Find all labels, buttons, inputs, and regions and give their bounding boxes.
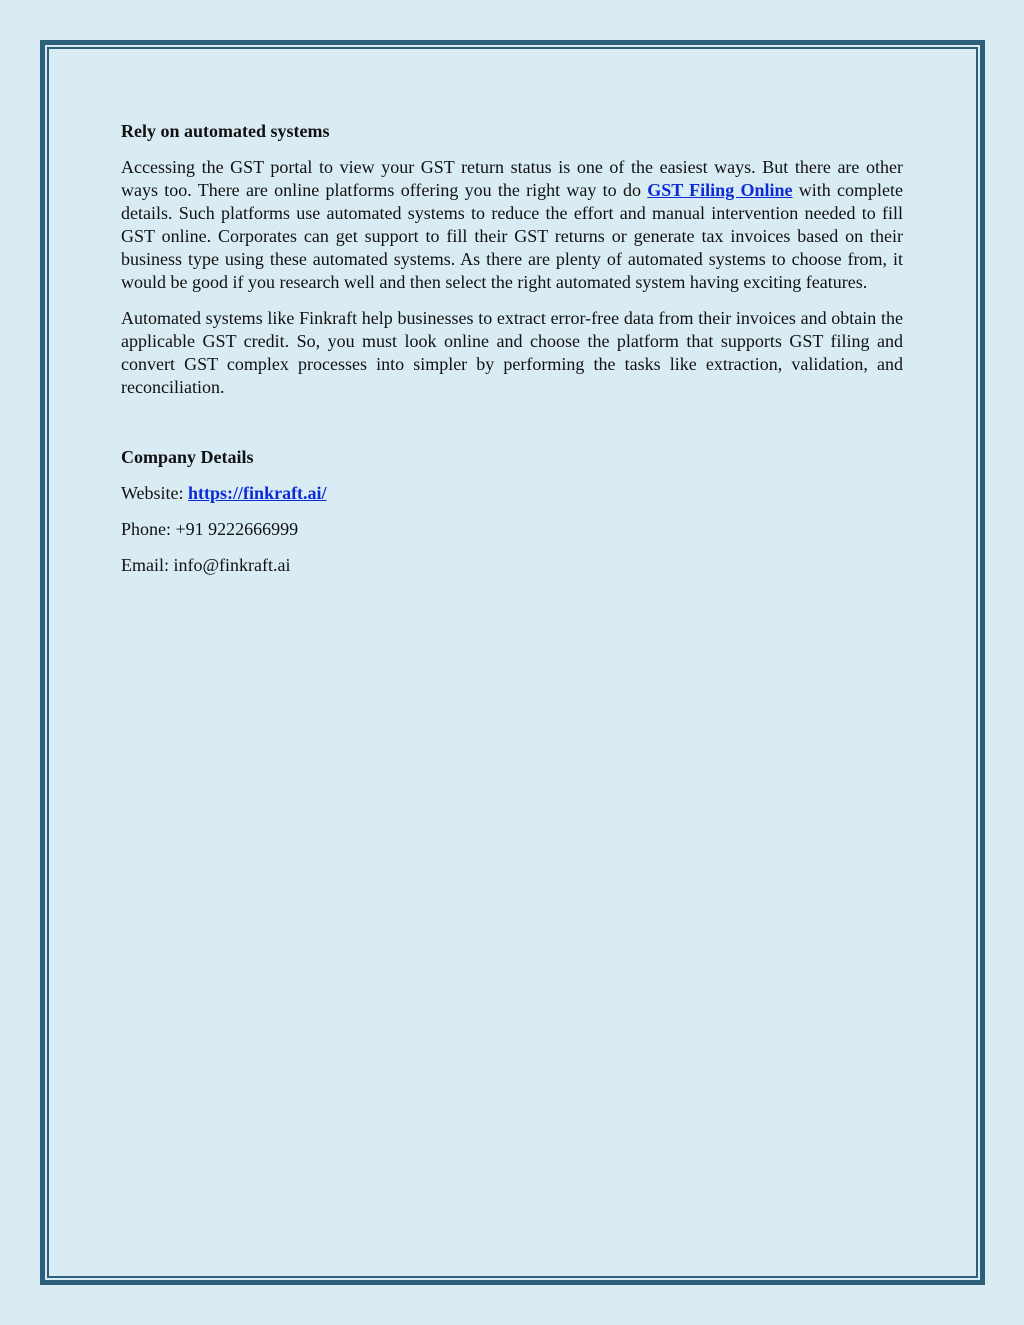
paragraph-text-after-link: with complete details. Such platforms use automated systems to reduce the effort and manual intervention needed to fill GST online. Corporates can get support to fill their GST returns or generate tax invoices based on their business type using these automated systems. As there are plenty of automated systems to choose from, it would be good if you research well and then select the right automated system having exciting features. <box>121 180 903 292</box>
website-link[interactable]: https://finkraft.ai/ <box>188 483 327 503</box>
gst-filing-online-link[interactable]: GST Filing Online <box>647 180 793 200</box>
section-heading: Rely on automated systems <box>121 121 330 141</box>
document-body <box>121 120 903 590</box>
paragraph-text-before-link: Accessing the GST portal to view your GST return status is one of the easiest ways. But there are other ways too. There are online platforms offering you the right way to do <box>121 157 903 200</box>
website-line <box>121 482 903 505</box>
phone-line: Phone: +91 9222666999 <box>121 519 299 539</box>
email-line: Email: info@finkraft.ai <box>121 555 291 575</box>
company-details-heading: Company Details <box>121 447 254 467</box>
website-label: Website: <box>121 483 189 503</box>
paragraph-gst-portal <box>121 156 903 294</box>
paragraph-finkraft: Automated systems like Finkraft help businesses to extract error-free data from their invoices and obtain the applicable GST credit. So, you must look online and choose the platform that supports GST filing and convert GST complex processes into simpler by performing the tasks like extraction, validation, and reconciliation. <box>121 308 903 397</box>
